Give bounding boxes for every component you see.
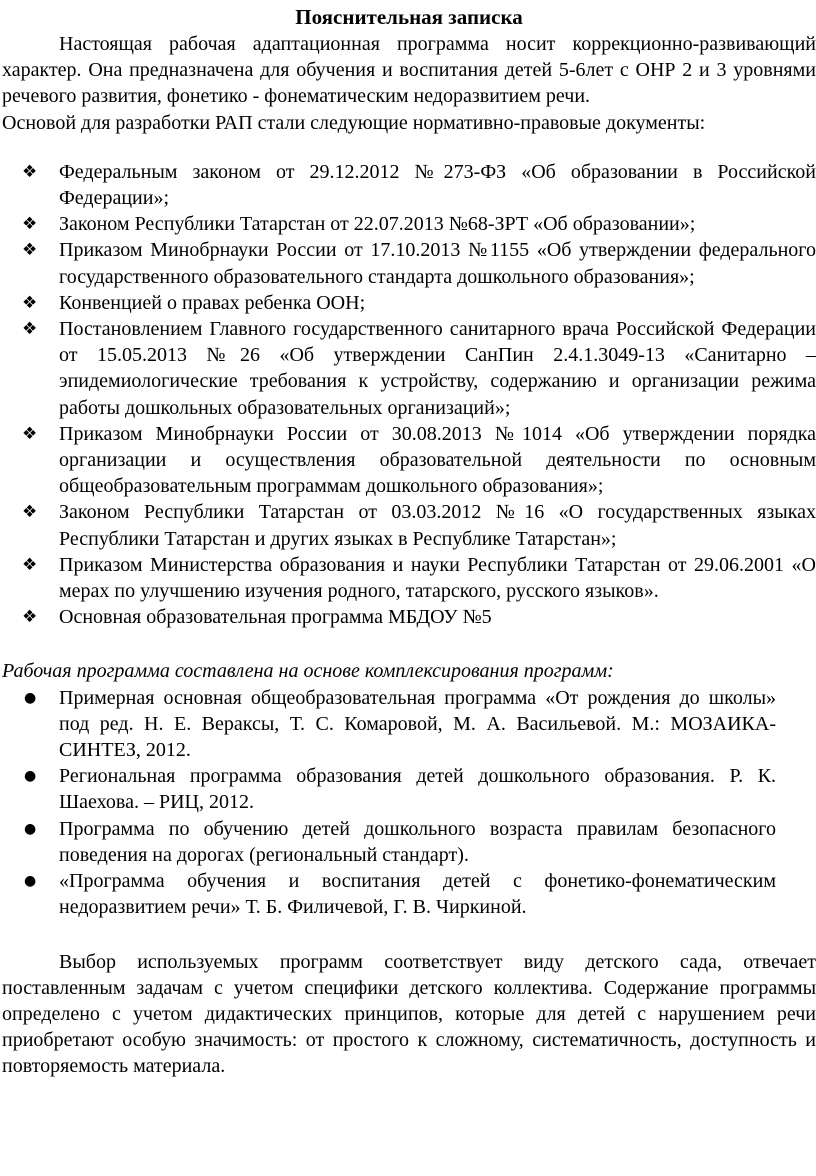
list-item: ❖ Конвенцией о правах ребенка ООН; xyxy=(2,290,816,316)
diamond-bullet-icon: ❖ xyxy=(22,161,38,182)
list-item: ● «Программа обучения и воспитания детей с фонетико-фонематическим недоразвитием речи» Т. Б. Филичевой, Г. В. Чиркиной. xyxy=(24,870,776,919)
list-item: ❖ Законом Республики Татарстан от 03.03.2012 №16 «О государственных языках Республики Татарстан и других языках в Республике Татарстан»; xyxy=(22,501,816,550)
programs-intro: Рабочая программа составлена на основе комплексирования программ: xyxy=(2,660,614,683)
list-item: ❖ Основная образовательная программа МБДОУ №5 xyxy=(2,604,816,630)
list-item: ❖ Законом Республики Татарстан от 22.07.2013 №68-ЗРТ «Об образовании»; xyxy=(2,211,816,237)
documents-list xyxy=(2,159,816,631)
list-item: ❖ Приказом Минобрнауки России от 30.08.2013 №1014 «Об утверждении порядка организации и осуществления образовательной деятельности по основным общеобразовательным программам дошкольного образования»; xyxy=(22,422,816,498)
bullet-icon: ● xyxy=(24,689,37,706)
list-item: ❖ Приказом Минобрнауки России от 17.10.2013 №1155 «Об утверждении федерального государственного образовательного стандарта дошкольного образования»; xyxy=(22,239,816,288)
diamond-bullet-icon: ❖ xyxy=(22,423,38,444)
page-title: Пояснительная записка xyxy=(295,5,523,29)
list-item: ❖ Постановлением Главного государственного санитарного врача Российской Федерации от 15.05.2013 №26 «Об утверждении СанПин 2.4.1.3049-13 «Санитарно – эпидемиологические требования к устройству, содержанию и организации режима работы дошкольных образовательных организаций»; xyxy=(22,318,816,419)
spacer xyxy=(2,136,816,159)
diamond-bullet-icon: ❖ xyxy=(22,554,38,575)
diamond-bullet-icon: ❖ xyxy=(22,502,38,523)
conclusion-paragraph: Выбор используемых программ соответствует виду детского сада, отвечает поставленным задачам с учетом специфики детского коллектива. Содержание программы определено с учетом дидактических принципов, которые для детей с нарушением речи приобретают особую значимость: от простого к сложному, систематичность, доступность и повторяемость материала. xyxy=(2,950,816,1078)
list-item: ● Региональная программа образования детей дошкольного образования. Р. К. Шаехова. – РИЦ, 2012. xyxy=(24,765,776,814)
diamond-bullet-icon: ❖ xyxy=(22,607,38,628)
programs-list xyxy=(2,685,816,921)
spacer xyxy=(2,630,816,658)
bullet-icon: ● xyxy=(24,768,37,785)
diamond-bullet-icon: ❖ xyxy=(22,214,38,235)
list-item: ❖ Приказом Министерства образования и науки Республики Татарстан от 29.06.2001 «О мерах по улучшению изучения родного, татарского, русского языков». xyxy=(22,553,816,603)
intro-paragraph: Настоящая рабочая адаптационная программа носит коррекционно-развивающий характер. Она предназначена для обучения и воспитания детей 5-6лет с ОНР 2 и 3 уровнями речевого развития, фонетико - фонематическим недоразвитием речи. xyxy=(2,33,816,108)
diamond-bullet-icon: ❖ xyxy=(22,240,38,261)
list-item: ● Примерная основная общеобразовательная программа «От рождения до школы» под ред. Н. Е. Вераксы, Т. С. Комаровой, М. А. Васильевой. М.: МОЗАИКА-СИНТЕЗ, 2012. xyxy=(24,686,776,762)
list-item: ● Программа по обучению детей дошкольного возраста правилам безопасного поведения на дорогах (региональный стандарт). xyxy=(24,817,776,866)
diamond-bullet-icon: ❖ xyxy=(22,292,38,313)
bullet-icon: ● xyxy=(24,820,37,837)
documents-intro: Основой для разработки РАП стали следующие нормативно-правовые документы: xyxy=(2,111,706,134)
spacer xyxy=(2,921,816,949)
list-item: ❖ Федеральным законом от 29.12.2012 №273-ФЗ «Об образовании в Российской Федерации»; xyxy=(22,160,816,210)
diamond-bullet-icon: ❖ xyxy=(22,319,38,340)
bullet-icon: ● xyxy=(24,873,37,890)
